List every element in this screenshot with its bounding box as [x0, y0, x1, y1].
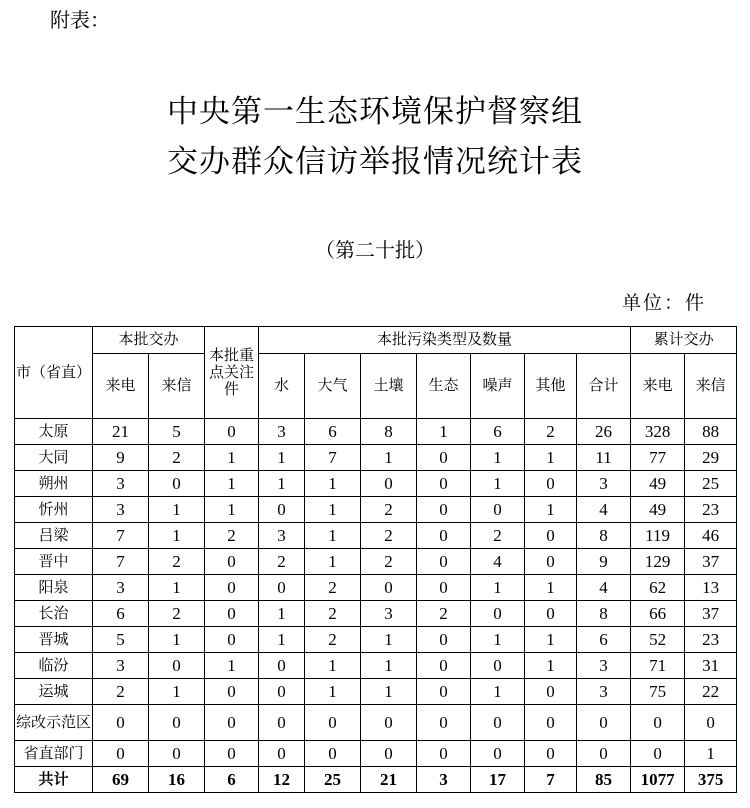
cell-cum-letter: 22 — [685, 679, 737, 705]
cell-subtotal: 85 — [577, 767, 631, 793]
header-cum-letter: 来信 — [685, 354, 737, 419]
cell-noise: 6 — [471, 419, 525, 445]
cell-other: 0 — [525, 741, 577, 767]
cell-ecology: 3 — [417, 767, 471, 793]
cell-air: 0 — [305, 705, 361, 741]
cell-cum-phone: 66 — [631, 601, 685, 627]
cell-letter: 1 — [149, 523, 205, 549]
cell-cum-phone: 49 — [631, 497, 685, 523]
cell-ecology: 0 — [417, 741, 471, 767]
appendix-label: 附表： — [50, 8, 110, 32]
cell-other: 2 — [525, 419, 577, 445]
cell-ecology: 0 — [417, 471, 471, 497]
cell-soil: 2 — [361, 497, 417, 523]
cell-other: 1 — [525, 653, 577, 679]
header-subtotal: 合计 — [577, 354, 631, 419]
cell-noise: 0 — [471, 705, 525, 741]
cell-phone: 3 — [93, 471, 149, 497]
cell-other: 0 — [525, 679, 577, 705]
cell-ecology: 2 — [417, 601, 471, 627]
cell-focus: 1 — [205, 445, 259, 471]
cell-soil: 21 — [361, 767, 417, 793]
cell-focus: 0 — [205, 679, 259, 705]
table-row — [15, 497, 737, 523]
cell-other: 1 — [525, 627, 577, 653]
header-group-cumulative: 累计交办 — [631, 327, 737, 354]
cell-subtotal: 0 — [577, 741, 631, 767]
cell-subtotal: 4 — [577, 575, 631, 601]
cell-ecology: 0 — [417, 497, 471, 523]
cell-other: 1 — [525, 445, 577, 471]
cell-noise: 17 — [471, 767, 525, 793]
cell-air: 1 — [305, 497, 361, 523]
cell-cum-phone: 0 — [631, 705, 685, 741]
cell-water: 1 — [259, 601, 305, 627]
city-cell: 省直部门 — [15, 741, 93, 767]
city-cell: 晋城 — [15, 627, 93, 653]
table-row — [15, 549, 737, 575]
header-noise: 噪声 — [471, 354, 525, 419]
cell-soil: 0 — [361, 705, 417, 741]
cell-air: 0 — [305, 741, 361, 767]
cell-cum-letter: 1 — [685, 741, 737, 767]
cell-focus: 0 — [205, 627, 259, 653]
cell-water: 0 — [259, 575, 305, 601]
city-cell: 共计 — [15, 767, 93, 793]
cell-letter: 1 — [149, 575, 205, 601]
cell-cum-phone: 77 — [631, 445, 685, 471]
cell-cum-letter: 37 — [685, 549, 737, 575]
cell-cum-letter: 37 — [685, 601, 737, 627]
cell-water: 1 — [259, 471, 305, 497]
header-city: 市（省直） — [15, 327, 93, 419]
city-cell: 阳泉 — [15, 575, 93, 601]
cell-phone: 0 — [93, 741, 149, 767]
cell-subtotal: 8 — [577, 601, 631, 627]
cell-focus: 6 — [205, 767, 259, 793]
cell-cum-letter: 23 — [685, 497, 737, 523]
cell-letter: 2 — [149, 445, 205, 471]
city-cell: 太原 — [15, 419, 93, 445]
cell-focus: 0 — [205, 575, 259, 601]
header-air: 大气 — [305, 354, 361, 419]
city-cell: 晋中 — [15, 549, 93, 575]
cell-other: 0 — [525, 549, 577, 575]
cell-other: 0 — [525, 523, 577, 549]
cell-cum-phone: 328 — [631, 419, 685, 445]
cell-phone: 6 — [93, 601, 149, 627]
cell-water: 3 — [259, 523, 305, 549]
cell-air: 7 — [305, 445, 361, 471]
cell-subtotal: 8 — [577, 523, 631, 549]
cell-ecology: 0 — [417, 575, 471, 601]
header-focus: 本批重点关注件 — [205, 327, 259, 419]
cell-water: 0 — [259, 653, 305, 679]
table-row — [15, 653, 737, 679]
cell-water: 0 — [259, 705, 305, 741]
city-cell: 忻州 — [15, 497, 93, 523]
cell-letter: 2 — [149, 549, 205, 575]
cell-cum-phone: 119 — [631, 523, 685, 549]
table-row — [15, 575, 737, 601]
cell-phone: 3 — [93, 575, 149, 601]
table-body — [15, 419, 737, 793]
header-soil: 土壤 — [361, 354, 417, 419]
cell-cum-letter: 31 — [685, 653, 737, 679]
cell-noise: 1 — [471, 471, 525, 497]
cell-cum-letter: 46 — [685, 523, 737, 549]
cell-phone: 7 — [93, 523, 149, 549]
header-group-pollution: 本批污染类型及数量 — [259, 327, 631, 354]
cell-ecology: 0 — [417, 705, 471, 741]
cell-subtotal: 0 — [577, 705, 631, 741]
header-cum-phone: 来电 — [631, 354, 685, 419]
city-cell: 朔州 — [15, 471, 93, 497]
cell-noise: 0 — [471, 653, 525, 679]
cell-focus: 0 — [205, 741, 259, 767]
header-letter: 来信 — [149, 354, 205, 419]
header-group-batch: 本批交办 — [93, 327, 205, 354]
cell-air: 1 — [305, 523, 361, 549]
cell-air: 1 — [305, 653, 361, 679]
cell-other: 1 — [525, 575, 577, 601]
cell-letter: 0 — [149, 705, 205, 741]
cell-air: 6 — [305, 419, 361, 445]
cell-soil: 1 — [361, 445, 417, 471]
cell-other: 7 — [525, 767, 577, 793]
cell-water: 2 — [259, 549, 305, 575]
cell-air: 1 — [305, 549, 361, 575]
cell-soil: 8 — [361, 419, 417, 445]
cell-water: 0 — [259, 497, 305, 523]
cell-water: 1 — [259, 627, 305, 653]
cell-ecology: 0 — [417, 627, 471, 653]
cell-cum-phone: 52 — [631, 627, 685, 653]
cell-focus: 1 — [205, 653, 259, 679]
cell-cum-phone: 75 — [631, 679, 685, 705]
batch-number: （第二十批） — [315, 238, 435, 262]
cell-focus: 1 — [205, 497, 259, 523]
cell-subtotal: 4 — [577, 497, 631, 523]
cell-subtotal: 9 — [577, 549, 631, 575]
cell-phone: 69 — [93, 767, 149, 793]
cell-noise: 2 — [471, 523, 525, 549]
cell-cum-phone: 49 — [631, 471, 685, 497]
cell-ecology: 1 — [417, 419, 471, 445]
cell-soil: 1 — [361, 653, 417, 679]
total-row — [15, 767, 737, 793]
cell-water: 0 — [259, 679, 305, 705]
cell-letter: 1 — [149, 679, 205, 705]
cell-cum-phone: 62 — [631, 575, 685, 601]
cell-soil: 0 — [361, 741, 417, 767]
cell-other: 1 — [525, 497, 577, 523]
cell-letter: 1 — [149, 627, 205, 653]
cell-cum-letter: 88 — [685, 419, 737, 445]
cell-other: 0 — [525, 705, 577, 741]
header-ecology: 生态 — [417, 354, 471, 419]
cell-letter: 0 — [149, 653, 205, 679]
cell-focus: 0 — [205, 705, 259, 741]
city-cell: 吕梁 — [15, 523, 93, 549]
table-row — [15, 601, 737, 627]
cell-focus: 1 — [205, 471, 259, 497]
cell-subtotal: 3 — [577, 679, 631, 705]
cell-water: 1 — [259, 445, 305, 471]
cell-letter: 5 — [149, 419, 205, 445]
cell-water: 12 — [259, 767, 305, 793]
cell-focus: 2 — [205, 523, 259, 549]
cell-other: 0 — [525, 471, 577, 497]
cell-other: 0 — [525, 601, 577, 627]
cell-cum-letter: 23 — [685, 627, 737, 653]
cell-soil: 1 — [361, 679, 417, 705]
cell-phone: 9 — [93, 445, 149, 471]
cell-focus: 0 — [205, 419, 259, 445]
table-row — [15, 705, 737, 741]
cell-air: 2 — [305, 601, 361, 627]
cell-focus: 0 — [205, 549, 259, 575]
cell-cum-phone: 0 — [631, 741, 685, 767]
cell-soil: 0 — [361, 471, 417, 497]
cell-letter: 2 — [149, 601, 205, 627]
cell-ecology: 0 — [417, 445, 471, 471]
cell-cum-letter: 0 — [685, 705, 737, 741]
cell-ecology: 0 — [417, 679, 471, 705]
cell-cum-phone: 129 — [631, 549, 685, 575]
cell-cum-letter: 375 — [685, 767, 737, 793]
cell-subtotal: 3 — [577, 471, 631, 497]
cell-cum-letter: 25 — [685, 471, 737, 497]
cell-subtotal: 26 — [577, 419, 631, 445]
city-cell: 运城 — [15, 679, 93, 705]
cell-noise: 1 — [471, 627, 525, 653]
cell-water: 0 — [259, 741, 305, 767]
cell-soil: 2 — [361, 523, 417, 549]
cell-subtotal: 3 — [577, 653, 631, 679]
cell-noise: 0 — [471, 601, 525, 627]
cell-subtotal: 11 — [577, 445, 631, 471]
cell-soil: 1 — [361, 627, 417, 653]
header-phone: 来电 — [93, 354, 149, 419]
cell-air: 2 — [305, 627, 361, 653]
cell-cum-phone: 1077 — [631, 767, 685, 793]
cell-ecology: 0 — [417, 549, 471, 575]
table-row — [15, 471, 737, 497]
cell-cum-phone: 71 — [631, 653, 685, 679]
cell-letter: 16 — [149, 767, 205, 793]
city-cell: 大同 — [15, 445, 93, 471]
cell-phone: 3 — [93, 653, 149, 679]
cell-letter: 1 — [149, 497, 205, 523]
cell-phone: 5 — [93, 627, 149, 653]
city-cell: 综改示范区 — [15, 705, 93, 741]
city-cell: 临汾 — [15, 653, 93, 679]
cell-noise: 1 — [471, 445, 525, 471]
cell-phone: 3 — [93, 497, 149, 523]
cell-noise: 1 — [471, 679, 525, 705]
cell-noise: 1 — [471, 575, 525, 601]
cell-air: 1 — [305, 471, 361, 497]
header-other: 其他 — [525, 354, 577, 419]
cell-cum-letter: 13 — [685, 575, 737, 601]
doc-title-line2: 交办群众信访举报情况统计表 — [167, 144, 583, 180]
table-row — [15, 679, 737, 705]
cell-soil: 2 — [361, 549, 417, 575]
cell-noise: 4 — [471, 549, 525, 575]
cell-noise: 0 — [471, 497, 525, 523]
header-water: 水 — [259, 354, 305, 419]
statistics-table — [14, 326, 737, 793]
cell-ecology: 0 — [417, 653, 471, 679]
cell-water: 3 — [259, 419, 305, 445]
cell-phone: 0 — [93, 705, 149, 741]
cell-noise: 0 — [471, 741, 525, 767]
cell-soil: 0 — [361, 575, 417, 601]
cell-air: 25 — [305, 767, 361, 793]
cell-subtotal: 6 — [577, 627, 631, 653]
cell-air: 2 — [305, 575, 361, 601]
cell-phone: 7 — [93, 549, 149, 575]
cell-letter: 0 — [149, 741, 205, 767]
cell-phone: 2 — [93, 679, 149, 705]
cell-air: 1 — [305, 679, 361, 705]
cell-soil: 3 — [361, 601, 417, 627]
cell-phone: 21 — [93, 419, 149, 445]
table-row — [15, 627, 737, 653]
cell-focus: 0 — [205, 601, 259, 627]
table-row — [15, 445, 737, 471]
table-row — [15, 741, 737, 767]
unit-label: 单位：件 — [621, 292, 706, 314]
city-cell: 长治 — [15, 601, 93, 627]
doc-title-line1: 中央第一生态环境保护督察组 — [167, 94, 583, 130]
cell-ecology: 0 — [417, 523, 471, 549]
table-row — [15, 419, 737, 445]
cell-cum-letter: 29 — [685, 445, 737, 471]
table-row — [15, 523, 737, 549]
cell-letter: 0 — [149, 471, 205, 497]
